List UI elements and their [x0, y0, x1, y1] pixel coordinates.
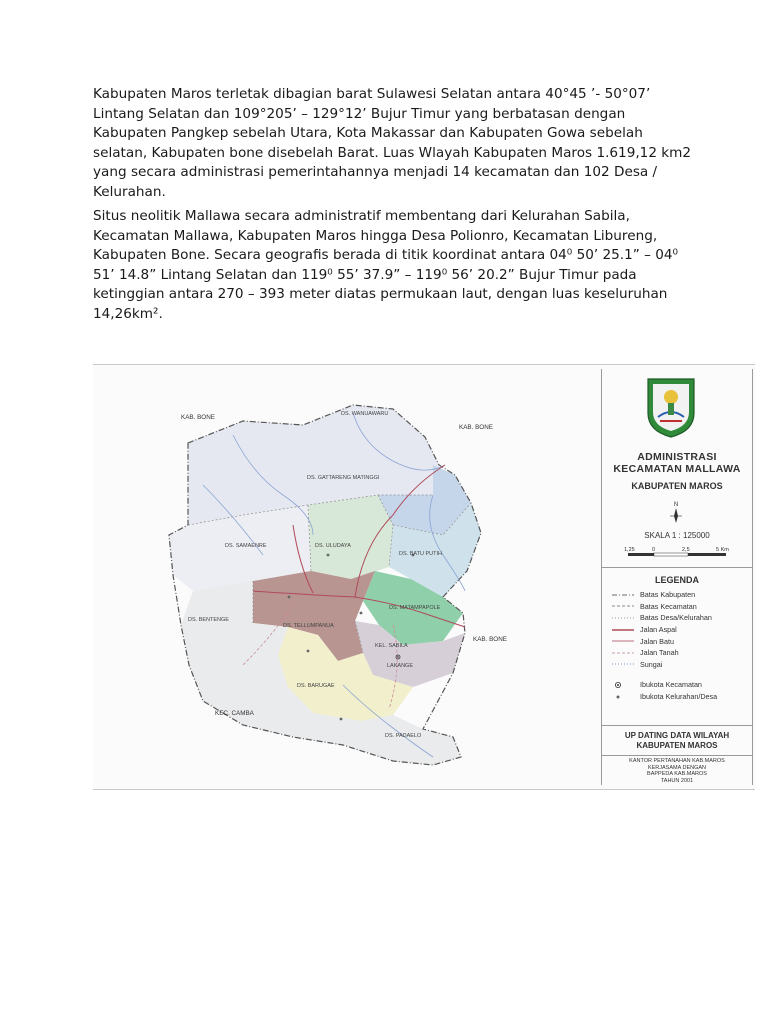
label-ds-barugae: DS. BARUGAE [297, 683, 335, 689]
label-kab-bone-e: KAB. BONE [473, 636, 507, 643]
scale-tick-4: 5 Km [716, 547, 729, 553]
maros-emblem-icon [644, 375, 698, 439]
label-lakange: LAKANGE [387, 663, 413, 669]
legend-item: Batas Kecamatan [640, 601, 697, 611]
map-subtitle: KABUPATEN MAROS [631, 481, 723, 491]
legend-list [612, 589, 748, 702]
label-ds-matampapole: DS. MATAMPAPOLE [389, 605, 441, 611]
map-credit: KANTOR PERTANAHAN KAB.MAROS KERJASAMA DENGAN BAPPEDA KAB.MAROS TAHUN 2001 [629, 758, 725, 784]
map-title: ADMINISTRASI KECAMATAN MALLAWA [613, 451, 741, 475]
legend-item: Batas Desa/Kelurahan [640, 613, 712, 623]
scale-label: SKALA 1 : 125000 [644, 531, 710, 540]
legend-item: Sungai [640, 659, 663, 669]
region-center [308, 495, 393, 579]
scale-tick-2: 0 [652, 547, 656, 553]
scale-tick-3: 2,5 [682, 547, 690, 553]
site-paragraph: Situs neolitik Mallawa secara administratif membentang dari Kelurahan Sabila, Kecamatan Mallawa, Kabupaten Maros hingga Desa Polionro, Kecamatan Libureng, Kabupaten Bone. Secara geografis berada di titik koordinat antara 04⁰ 50’ 25.1” – 04⁰ 51’ 14.8” Lintang Selatan dan 119⁰ 55’ 37.9” – 119⁰ 56’ 20.2” Bujur Timur pada ketinggian antara 270 – 393 meter diatas permukaan laut, dengan luas keseluruhan 14,26km². [93, 208, 679, 322]
legend-item: Batas Kabupaten [640, 590, 696, 600]
label-kab-bone-ne: KAB. BONE [459, 424, 493, 431]
label-kab-bone-nw: KAB. BONE [181, 414, 215, 421]
administrative-map [93, 364, 755, 790]
label-ds-tellumpanua: DS. TELLUMPANUA [283, 623, 334, 629]
legend-item: Ibukota Kecamatan [612, 679, 748, 691]
legend-item: Jalan Aspal [640, 625, 677, 635]
label-ds-bentenge: DS. BENTENGE [188, 617, 229, 623]
label-ds-gattareng: DS. GATTARENG MATINGGI [307, 475, 380, 481]
scale-tick-1: 1,25 [624, 547, 635, 553]
legend-title: LEGENDA [654, 575, 699, 585]
map-legend-panel [601, 369, 753, 785]
label-ds-padaelo: DS. PADAELO [385, 733, 422, 739]
legend-item: Jalan Tanah [640, 648, 679, 658]
label-ds-wanuawaru: DS. WANUAWARU [341, 411, 389, 417]
legend-item: Jalan Batu [640, 636, 674, 646]
map-drawing [93, 365, 601, 789]
label-kel-sabila: KEL. SABILA [375, 643, 408, 649]
update-title: UP DATING DATA WILAYAH KABUPATEN MAROS [624, 731, 730, 750]
label-ds-batu-putih: DS. BATU PUTIH [399, 551, 442, 557]
svg-text:N: N [673, 502, 679, 508]
scale-bar [624, 545, 734, 559]
label-kec-camba: KEC. CAMBA [215, 710, 254, 717]
label-ds-uludaya: DS. ULUDAYA [315, 543, 351, 549]
legend-item: Ibukota Kelurahan/Desa [612, 691, 748, 703]
label-ds-samaenre: DS. SAMAENRE [225, 543, 267, 549]
north-arrow-icon [666, 499, 686, 525]
intro-paragraph: Kabupaten Maros terletak dibagian barat Sulawesi Selatan antara 40°45 ’- 50°07’ Lintang Selatan dan 109°205’ – 129°12’ Bujur Timur yang berbatasan dengan Kabupaten Pangkep sebelah Utara, Kota Makassar dan Kabupaten Gowa sebelah selatan, Kabupaten bone disebelah Barat. Luas Wlayah Kabupaten Maros 1.619,12 km2 yang secara administrasi pemerintahannya menjadi 14 kecamatan dan 102 Desa / Kelurahan. [93, 86, 692, 200]
